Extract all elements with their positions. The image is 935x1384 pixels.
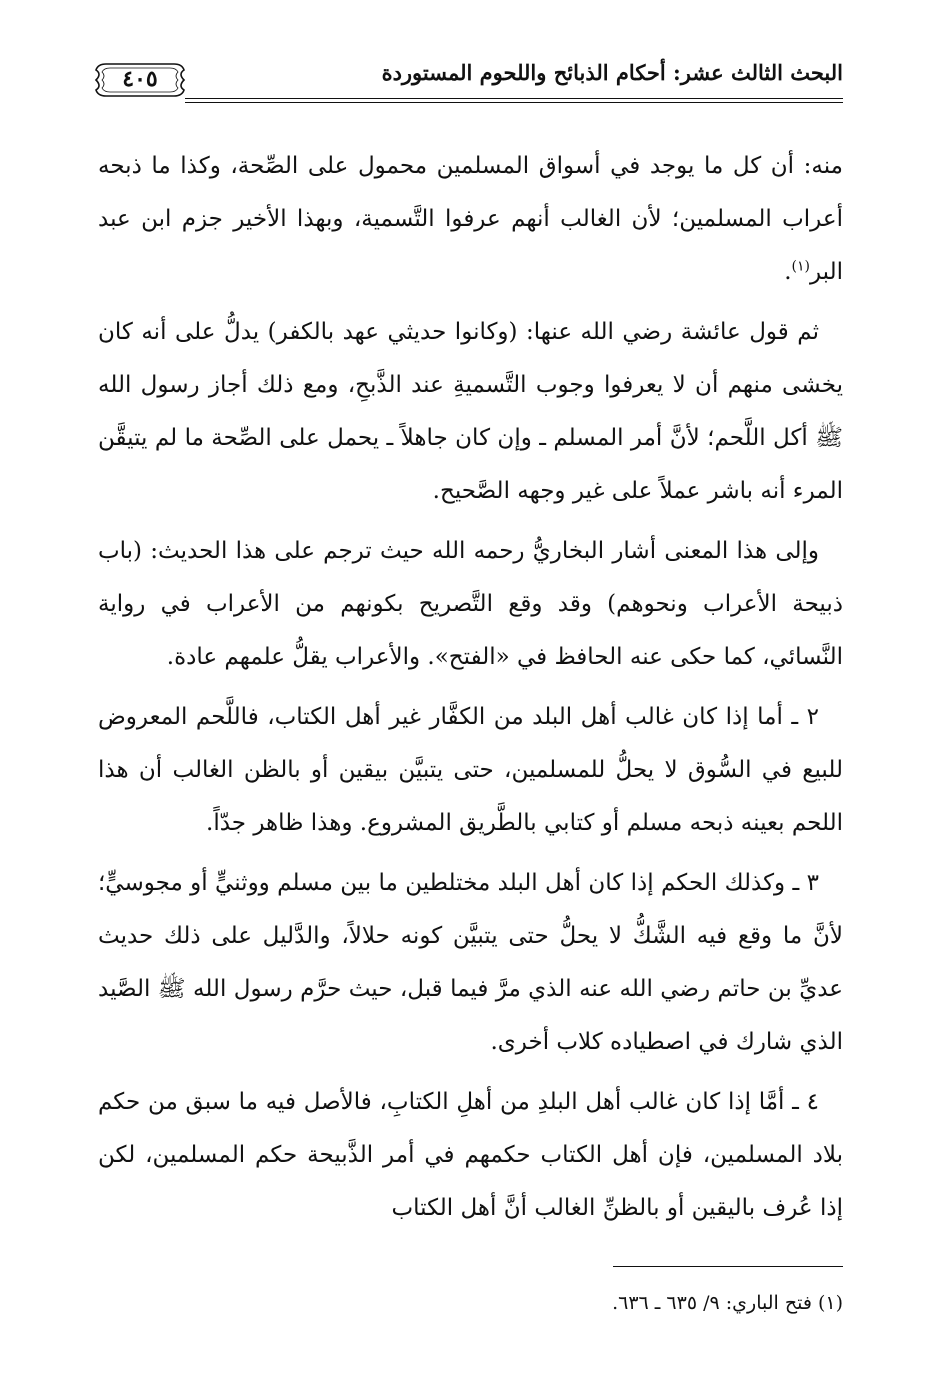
paragraph-5: ٣ ـ وكذلك الحكم إذا كان أهل البلد مختلطين ما بين مسلم ووثنيٍّ أو مجوسيٍّ؛ لأنَّ ما وقع فيه الشَّكُّ لا يحلُّ حتى يتبيَّن كونه حلالاً، والدَّليل على ذلك حديث عديِّ بن حاتم رضي الله عنه الذي مرَّ فيما قبل، حيث حرَّم رسول الله ﷺ الصَّيد الذي شارك في اصطياده كلاب أخرى. (98, 870, 843, 1055)
footnote-rule (613, 1266, 843, 1267)
paragraph-1 (98, 140, 843, 299)
paragraph-2: ثم قول عائشة رضي الله عنها: (وكانوا حديثي عهد بالكفر) يدلُّ على أنه كان يخشى منهم أن لا يعرفوا وجوب التَّسميةِ عند الذَّبحِ، ومع ذلك أجاز رسول الله ﷺ أكل اللَّحم؛ لأنَّ أمر المسلم ـ وإن كان جاهلاً ـ يحمل على الصِّحة ما لم يتيقَّن المرء أنه باشر عملاً على غير وجهه الصَّحيح. (98, 319, 843, 504)
running-title: البحث الثالث عشر: أحكام الذبائح واللحوم المستوردة (381, 60, 843, 85)
page-number: ٤٠٥ (122, 66, 158, 92)
paragraph-6: ٤ ـ أمَّا إذا كان غالب أهل البلدِ من أهلِ الكتابِ، فالأصل فيه ما سبق من حكم بلاد المسلمين، فإن أهل الكتاب حكمهم في أمر الذَّبيحة حكم المسلمين، لكن إذا عُرف باليقين أو بالظنِّ الغالب أنَّ أهل الكتاب (98, 1089, 843, 1221)
footnote-ref-1[interactable]: (١) (791, 258, 810, 275)
body-text (98, 140, 843, 1242)
footnote-1: (١) فتح الباري: ٩/ ٦٣٥ ـ ٦٣٦. (612, 1292, 843, 1314)
header-rule (185, 98, 843, 99)
paragraph-3: وإلى هذا المعنى أشار البخاريُّ رحمه الله حيث ترجم على هذا الحديث: (باب ذبيحة الأعراب ونحوهم) وقد وقع التَّصريح بكونهم من الأعراب في رواية النَّسائي، كما حكى عنه الحافظ في «الفتح». والأعراب يقلُّ علمهم عادة. (98, 538, 843, 670)
paragraph-4: ٢ ـ أما إذا كان غالب أهل البلد من الكفَّار غير أهل الكتاب، فاللَّحم المعروض للبيع في السُّوق لا يحلُّ للمسلمين، حتى يتبيَّن بيقين أو بالظن الغالب أن هذا اللحم بعينه ذبحه مسلم أو كتابي بالطَّريق المشروع. وهذا ظاهر جدّاً. (98, 704, 843, 836)
paragraph-1-text: منه: أن كل ما يوجد في أسواق المسلمين محمول على الصِّحة، وكذا ما ذبحه أعراب المسلمين؛ لأن الغالب أنهم عرفوا التَّسمية، وبهذا الأخير جزم ابن عبد البر (98, 153, 843, 285)
header-rule-thin (185, 102, 843, 103)
paragraph-1-end: . (784, 259, 792, 285)
